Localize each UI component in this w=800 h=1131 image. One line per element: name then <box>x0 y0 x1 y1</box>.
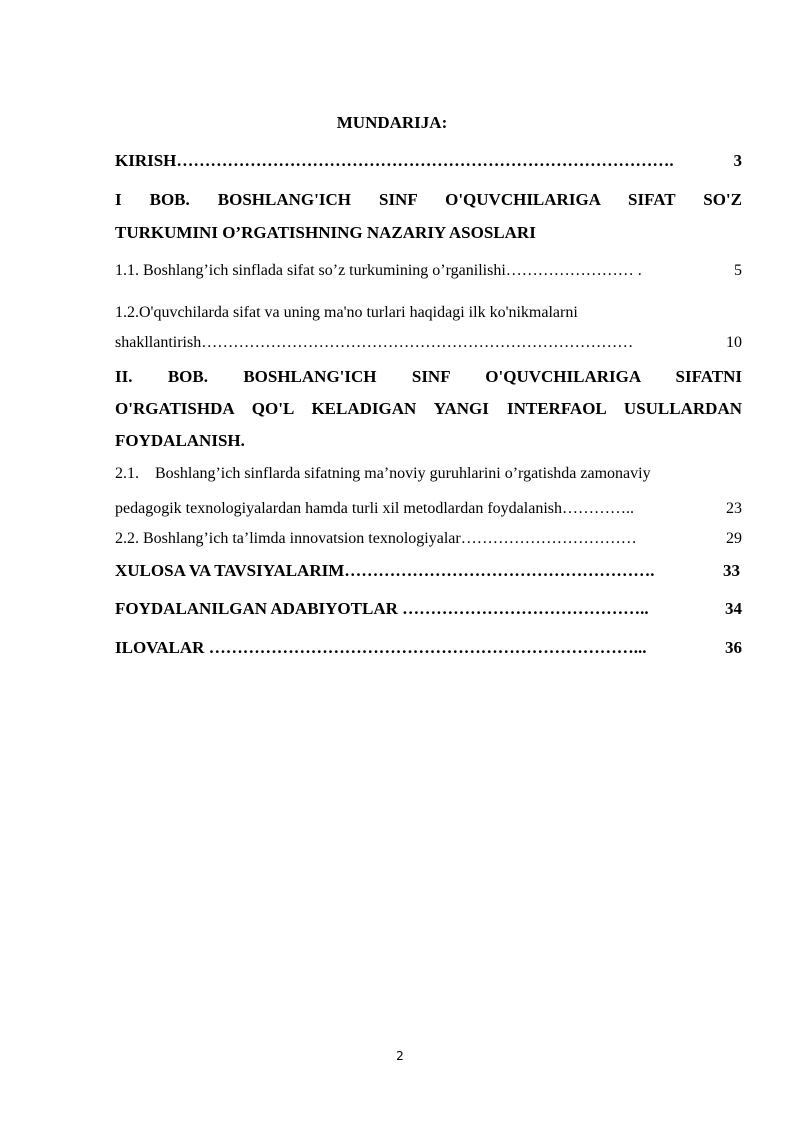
toc-page-number: 3 <box>733 151 742 170</box>
toc-entry-label: pedagogik texnologiyalardan hamda turli xil metodlardan foydalanish <box>115 500 562 517</box>
toc-chapter-line: O'RGATISHDA QO'L KELADIGAN YANGI INTERFAOL USULLARDAN <box>115 399 742 418</box>
toc-entry-label: 1.1. Boshlang’ich sinflada sifat so’z turkumining o’rganilishi <box>115 262 506 279</box>
toc-entry-label: 2.2. Boshlang’ich ta’limda innovatsion texnologiyalar <box>115 530 461 547</box>
toc-dot-leader: ………….. <box>561 500 634 517</box>
toc-entry-label: FOYDALANILGAN ADABIYOTLAR <box>115 599 403 618</box>
toc-entry-adabiyotlar[interactable] <box>115 594 742 624</box>
toc-entry-label: KIRISH <box>115 151 177 170</box>
toc-chapter-line: I BOB. BOSHLANG'ICH SINF O'QUVCHILARIGA SIFAT SO'Z <box>115 190 742 209</box>
toc-section-1-2[interactable] <box>115 298 742 358</box>
toc-section-2-2[interactable] <box>115 524 742 554</box>
toc-entry-label: XULOSA VA TAVSIYALARIM <box>115 561 345 580</box>
toc-entry-xulosa[interactable] <box>115 556 740 586</box>
toc-section-2-1[interactable] <box>115 456 742 526</box>
toc-chapter-line: FOYDALANISH. <box>115 431 245 450</box>
toc-entry-kirish[interactable] <box>115 146 742 176</box>
page-title: MUNDARIJA: <box>336 113 448 132</box>
toc-dot-leader: ……………………………………………………………………………. <box>176 151 674 170</box>
toc-page-number: 33 <box>723 561 740 580</box>
toc-entry-line: 1.2.O'quvchilarda sifat va uning ma'no turlari haqidagi ilk ko'nikmalarni <box>115 304 578 321</box>
toc-section-1-1[interactable] <box>115 256 742 286</box>
toc-entry-label: ILOVALAR <box>115 638 209 657</box>
toc-dot-leader: ………………………………………………. <box>344 561 655 580</box>
toc-page-number: 5 <box>734 262 742 279</box>
toc-page-number: 10 <box>726 334 742 351</box>
toc-page-number: 34 <box>725 599 742 618</box>
toc-page-number: 36 <box>725 638 742 657</box>
toc-dot-leader: ……………………………………………………………………… <box>201 334 634 351</box>
toc-entry-ilovalar[interactable] <box>115 633 742 663</box>
toc-dot-leader: …………………… . <box>505 262 642 279</box>
toc-page-number: 29 <box>726 530 742 547</box>
toc-entry-label: shakllantirish <box>115 334 202 351</box>
toc-chapter-line: TURKUMINI O’RGATISHNING NAZARIY ASOSLARI <box>115 223 536 242</box>
toc-chapter-1[interactable] <box>115 185 742 248</box>
page-number: 2 <box>396 1049 404 1063</box>
toc-chapter-line: II. BOB. BOSHLANG'ICH SINF O'QUVCHILARIGA SIFATNI <box>115 367 742 386</box>
toc-page-number: 23 <box>726 500 742 517</box>
toc-dot-leader: …………………………………….. <box>402 599 649 618</box>
toc-chapter-2[interactable] <box>115 361 742 457</box>
toc-entry-line: 2.1. Boshlang’ich sinflarda sifatning ma’noviy guruhlarini o’rgatishda zamonaviy <box>115 465 651 482</box>
toc-dot-leader: …………………………………………………………………... <box>208 638 647 657</box>
toc-dot-leader: …………………………… <box>460 530 637 547</box>
